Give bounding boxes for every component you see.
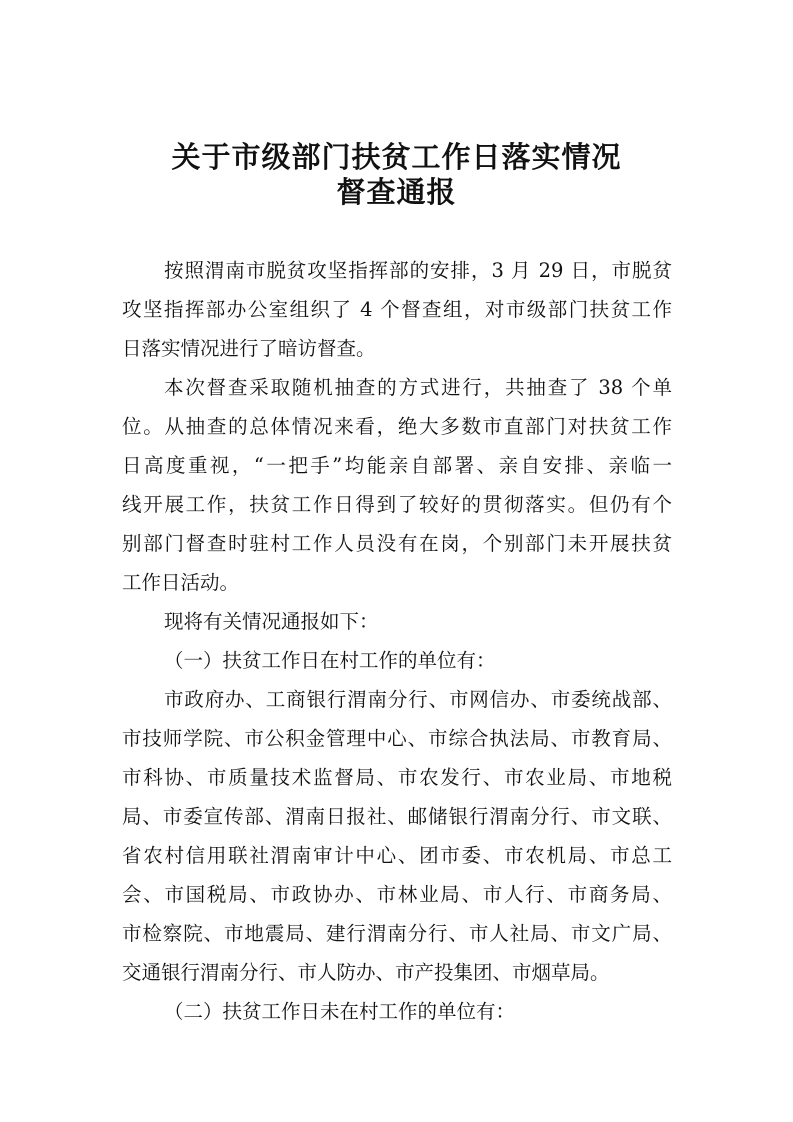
- text-line: 市政府办、工商银行渭南分行、市网信办、市委统战部、: [164, 688, 672, 711]
- text-line: 位。从抽查的总体情况来看，绝大多数市直部门对扶贫工作: [122, 415, 672, 438]
- document-body: [122, 251, 672, 1031]
- paragraph: [122, 992, 672, 1031]
- text-line: 别部门督查时驻村工作人员没有在岗，个别部门未开展扶贫: [122, 532, 672, 555]
- text-line: （二）扶贫工作日未在村工作的单位有：: [164, 1000, 516, 1023]
- text-line: 线开展工作，扶贫工作日得到了较好的贯彻落实。但仍有个: [122, 493, 672, 516]
- title-line-2: 督查通报: [336, 175, 457, 209]
- text-line: 会、市国税局、市政协办、市林业局、市人行、市商务局、: [122, 883, 672, 906]
- text-line: 工作日活动。: [122, 571, 240, 594]
- text-line: 按照渭南市脱贫攻坚指挥部的安排，3 月 29 日，市脱贫: [164, 259, 672, 282]
- text-line: （一）扶贫工作日在村工作的单位有：: [164, 649, 496, 672]
- text-line: 交通银行渭南分行、市人防办、市产投集团、市烟草局。: [122, 961, 610, 984]
- text-line: 现将有关情况通报如下：: [164, 610, 379, 633]
- text-line: 局、市委宣传部、渭南日报社、邮储银行渭南分行、市文联、: [122, 805, 672, 828]
- title-line-1: 关于市级部门扶贫工作日落实情况: [171, 140, 622, 174]
- paragraph: [122, 680, 672, 992]
- text-line: 市技师学院、市公积金管理中心、市综合执法局、市教育局、: [122, 727, 672, 750]
- text-line: 市科协、市质量技术监督局、市农发行、市农业局、市地税: [122, 766, 672, 789]
- text-line: 省农村信用联社渭南审计中心、团市委、市农机局、市总工: [122, 844, 672, 867]
- text-line: 日落实情况进行了暗访督查。: [122, 337, 376, 360]
- paragraph: [122, 602, 672, 641]
- paragraph: [122, 641, 672, 680]
- text-line: 攻坚指挥部办公室组织了 4 个督查组，对市级部门扶贫工作: [122, 298, 672, 321]
- text-line: 本次督查采取随机抽查的方式进行，共抽查了 38 个单: [164, 376, 672, 399]
- paragraph: [122, 251, 672, 368]
- paragraph: [122, 368, 672, 602]
- text-line: 市检察院、市地震局、建行渭南分行、市人社局、市文广局、: [122, 922, 672, 945]
- text-line: 日高度重视，“一把手”均能亲自部署、亲自安排、亲临一: [122, 454, 672, 477]
- document-title: [0, 140, 793, 210]
